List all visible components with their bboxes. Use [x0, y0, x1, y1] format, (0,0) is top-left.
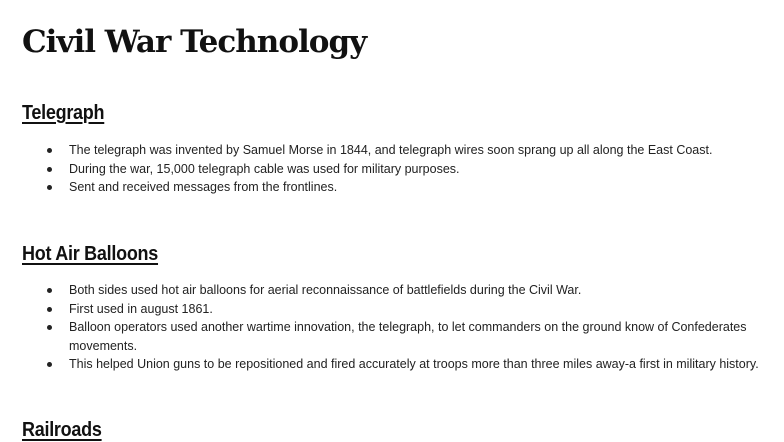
bullet-list-telegraph [22, 141, 762, 197]
bullet-list-hot-air-balloons [22, 281, 762, 374]
bullet-icon [47, 148, 52, 153]
bullet-icon [47, 307, 52, 312]
list-item-text: During the war, 15,000 telegraph cable was used for military purposes. [69, 161, 460, 176]
list-item [22, 300, 762, 319]
list-item-text: Both sides used hot air balloons for aerial reconnaissance of battlefields during the Civil War. [69, 283, 582, 297]
section-heading-telegraph: Telegraph [22, 102, 105, 124]
bullet-icon [47, 288, 52, 293]
bullet-icon [47, 185, 52, 190]
list-item-text: Sent and received messages from the frontlines. [69, 180, 338, 195]
bullet-icon [47, 325, 52, 330]
list-item-text: Balloon operators used another wartime innovation, the telegraph, to let commanders on the ground know of Confederates movements. [69, 320, 747, 353]
list-item [22, 141, 762, 160]
list-item [22, 281, 762, 300]
list-item [22, 178, 762, 197]
list-item-text: This helped Union guns to be repositioned and fired accurately at troops more than three miles away-a first in military history. [69, 357, 759, 372]
list-item [22, 318, 762, 355]
list-item-text: The telegraph was invented by Samuel Morse in 1844, and telegraph wires soon sprang up all along the East Coast. [69, 143, 713, 157]
bullet-icon [47, 167, 52, 172]
list-item [22, 355, 762, 374]
section-heading-hot-air-balloons: Hot Air Balloons [22, 243, 159, 265]
bullet-icon [47, 362, 52, 367]
section-heading-railroads: Railroads [22, 419, 102, 441]
list-item-text: First used in august 1861. [69, 301, 213, 316]
list-item [22, 160, 762, 179]
page-title: Civil War Technology [22, 24, 367, 60]
